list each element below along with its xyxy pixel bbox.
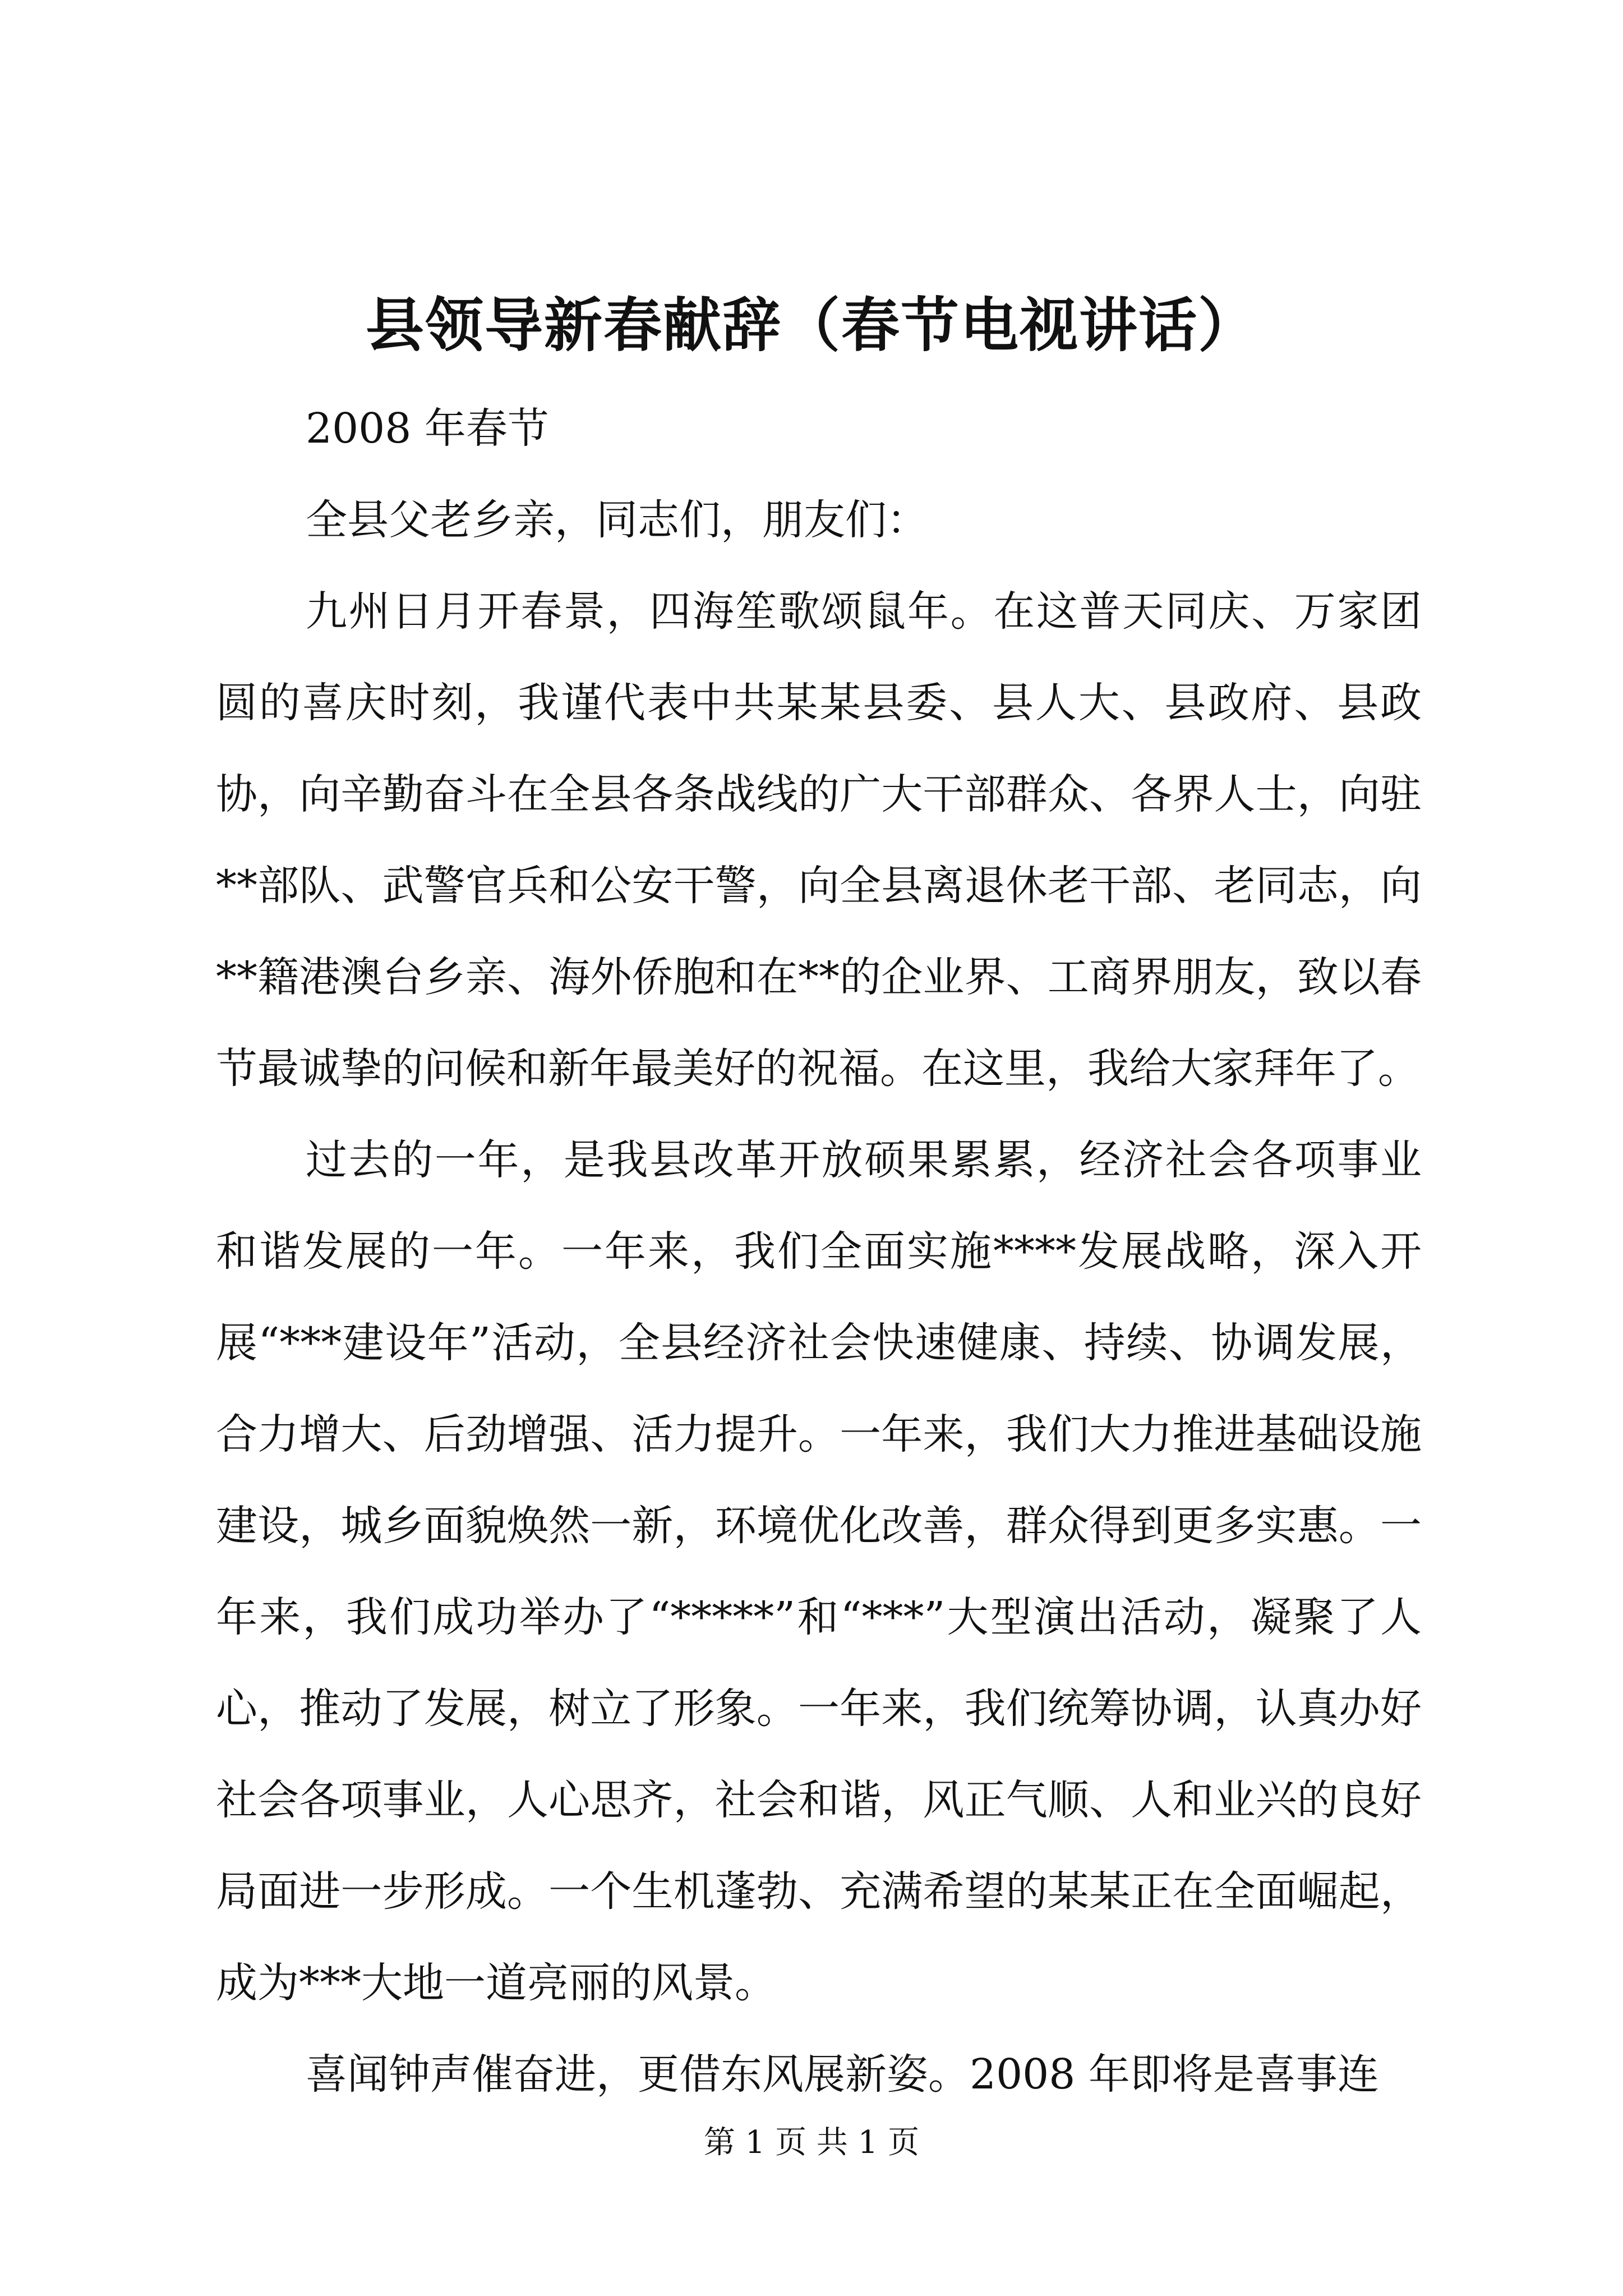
page-footer: 第 1 页 共 1 页 [703,2124,920,2161]
document-title: 县领导新春献辞（春节电视讲话） [365,291,1257,360]
body-paragraph: 过去的一年，是我县改革开放硕果累累，经济社会各项事业和谐发展的一年。一年来，我们全面实施****发展战略，深入开展“***建设年”活动，全县经济社会快速健康、持续、协调发展，合力增大、后劲增强、活力提升。一年来，我们大力推进基础设施建设，城乡面貌焕然一新，环境优化改善，群众得到更多实惠。一年来，我们成功举办了“*****”和“***”大型演出活动，凝聚了人心，推动了发展，树立了形象。一年来，我们统筹协调，认真办好社会各项事业，人心思齐，社会和谐，风正气顺、人和业兴的良好局面进一步形成。一个生机蓬勃、充满希望的某某正在全面崛起，成为***大地一道亮丽的风景。 [216,1136,1422,2007]
document-body [216,383,1422,2120]
body-paragraph: 喜闻钟声催奋进，更借东风展新姿。2008 年即将是喜事连 [306,2050,1379,2099]
salutation: 全县父老乡亲，同志们，朋友们： [306,496,928,544]
body-paragraph: 九州日月开春景，四海笙歌颂鼠年。在这普天同庆、万家团圆的喜庆时刻，我谨代表中共某某县委、县人大、县政府、县政协，向辛勤奋斗在全县各条战线的广大干部群众、各界人士，向驻**部队、武警官兵和公安干警，向全县离退休老干部、老同志，向**籍港澳台乡亲、海外侨胞和在**的企业界、工商界朋友，致以春节最诚挚的问候和新年最美好的祝福。在这里，我给大家拜年了。 [216,587,1422,1093]
date-line: 2008 年春节 [306,404,549,453]
